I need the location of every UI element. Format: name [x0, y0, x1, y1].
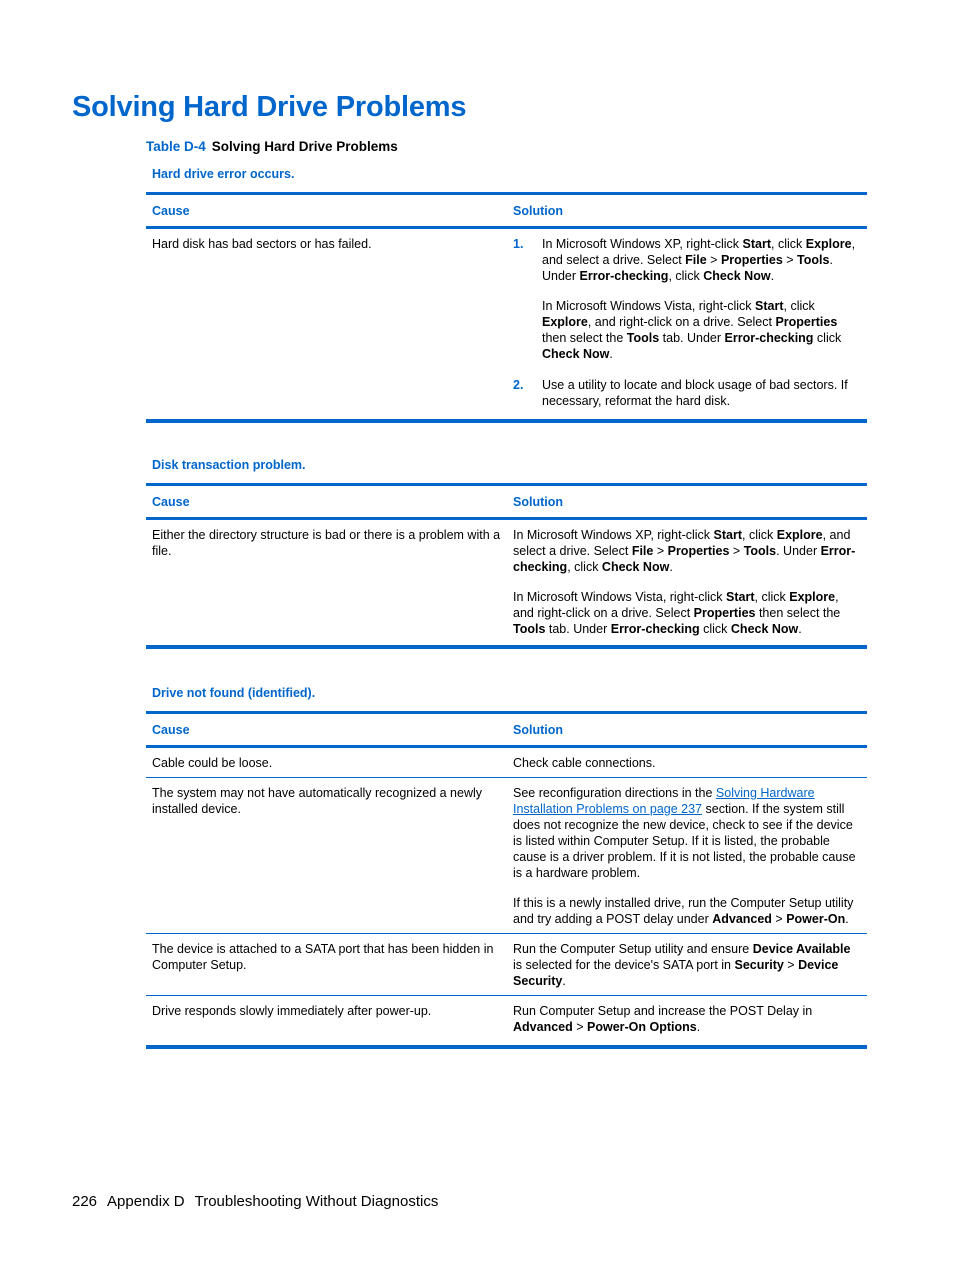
step-1 [513, 236, 861, 362]
troubleshooting-table [146, 711, 867, 1049]
ui-term: Start [755, 299, 784, 313]
footer-title: Troubleshooting Without Diagnostics [194, 1193, 439, 1210]
ui-term: Check Now [542, 347, 610, 361]
ui-term: Explore [542, 315, 588, 329]
ui-term: Check Now [730, 622, 799, 636]
ui-term: Explore [805, 237, 852, 251]
ui-term: Tools [743, 544, 777, 558]
section-drive-not-found [146, 685, 867, 1049]
solution-cell: Run the Computer Setup utility and ensure Device Available is selected for the device's SATA port in Security > Device Security. [507, 934, 867, 996]
ui-term: Advanced [513, 1020, 573, 1034]
table-row [146, 747, 867, 778]
step-2 [513, 377, 861, 409]
table-row [146, 996, 867, 1048]
table-header-row [146, 485, 867, 519]
cause-cell: Either the directory structure is bad or there is a problem with a file. [146, 519, 507, 648]
ui-term: File [685, 253, 707, 267]
cause-header: Cause [146, 485, 507, 519]
solution-header: Solution [507, 485, 867, 519]
solution-header: Solution [507, 194, 867, 228]
cause-cell: Drive responds slowly immediately after power-up. [146, 996, 507, 1048]
page-footer [72, 1193, 438, 1210]
ui-term: Explore [776, 528, 823, 542]
solution-cell: Check cable connections. [513, 756, 656, 770]
cause-header: Cause [146, 713, 507, 747]
step-number: 1. [513, 237, 524, 251]
step-text-xp: In Microsoft Windows XP, right-click Start, click Explore, and select a drive. Select File > Properties > Tools. Under Error-checking, click Check Now. [542, 237, 856, 283]
ui-term: Error-checking [513, 544, 856, 574]
step-text-vista: In Microsoft Windows Vista, right-click Start, click Explore, and right-click on a drive. Select Properties then select the Tools tab. Under Error-checking click Check Now. [542, 299, 842, 361]
table-header-row [146, 194, 867, 228]
table-row [146, 778, 867, 934]
cause-cell: Hard disk has bad sectors or has failed. [146, 228, 507, 422]
ui-term: Error-checking [610, 622, 700, 636]
section-heading: Hard drive error occurs. [152, 167, 295, 181]
ui-term: Check Now [601, 560, 670, 574]
step-number: 2. [513, 378, 524, 392]
cause-cell: Cable could be loose. [152, 756, 273, 770]
table-title: Solving Hard Drive Problems [211, 139, 398, 154]
table-header-row [146, 713, 867, 747]
section-hard-drive-error [146, 166, 867, 423]
solution-text [513, 785, 861, 881]
ui-term: Start [742, 237, 772, 251]
page-number: 226 [72, 1193, 98, 1210]
solution-text-xp: In Microsoft Windows XP, right-click Start, click Explore, and select a drive. Select File > Properties > Tools. Under Error-checking, click Check Now. [513, 528, 856, 574]
ui-term: Error-checking [579, 269, 669, 283]
solution-text-end: section. If the system still does not recognize the new device, check to see if the device is listed within Computer Setup. If it is listed, the probable cause is a driver problem. If it is not listed, the probable cause is a hardware problem. [513, 802, 856, 880]
solving-hardware-installation-link[interactable]: Solving Hardware Installation Problems on page 237 [513, 786, 815, 816]
table-caption [146, 139, 398, 154]
ui-term: Device Available [752, 942, 851, 956]
ui-term: File [631, 544, 654, 558]
table-row [146, 519, 867, 648]
section-heading: Drive not found (identified). [152, 686, 316, 700]
solution-cell: Run Computer Setup and increase the POST Delay in Advanced > Power-On Options. [507, 996, 867, 1048]
solution-header: Solution [507, 713, 867, 747]
solution-text-start: See reconfiguration directions in the [513, 786, 716, 800]
ui-term: Tools [797, 253, 830, 267]
page-title: Solving Hard Drive Problems [72, 91, 467, 123]
solution-text-vista: In Microsoft Windows Vista, right-click Start, click Explore, and right-click on a drive. Select Properties then select the Tools tab. Under Error-checking click Check Now. [513, 590, 841, 636]
ui-term: Properties [775, 315, 838, 329]
ui-term: Tools [626, 331, 660, 345]
ui-term: Tools [513, 622, 546, 636]
ui-term: Error-checking [724, 331, 814, 345]
cause-cell: The system may not have automatically recognized a newly installed device. [146, 778, 507, 934]
ui-term: Start [726, 590, 755, 604]
ui-term: Check Now [703, 269, 771, 283]
ui-term: Power-On [786, 912, 846, 926]
ui-term: Device Security [513, 958, 839, 988]
step-text: Use a utility to locate and block usage of bad sectors. If necessary, reformat the hard disk. [542, 378, 848, 408]
table-row [146, 934, 867, 996]
footer-section: Appendix D [107, 1193, 185, 1210]
solution-text-post-delay: If this is a newly installed drive, run the Computer Setup utility and try adding a POST delay under Advanced > Power-On. [513, 896, 854, 926]
ui-term: Power-On Options [587, 1020, 697, 1034]
ui-term: Properties [693, 606, 756, 620]
troubleshooting-table [146, 192, 867, 423]
troubleshooting-table [146, 483, 867, 649]
table-row [146, 228, 867, 422]
ui-term: Properties [667, 544, 730, 558]
ui-term: Security [734, 958, 784, 972]
ui-term: Start [713, 528, 743, 542]
cause-cell: The device is attached to a SATA port that has been hidden in Computer Setup. [146, 934, 507, 996]
table-number: Table D-4 [146, 139, 206, 154]
ui-term: Explore [789, 590, 836, 604]
ui-term: Advanced [712, 912, 772, 926]
cause-header: Cause [146, 194, 507, 228]
solution-cell [507, 519, 867, 648]
ui-term: Properties [720, 253, 783, 267]
solution-steps [513, 236, 861, 409]
solution-cell [507, 228, 867, 422]
solution-cell [507, 778, 867, 934]
section-disk-transaction [146, 457, 867, 649]
section-heading: Disk transaction problem. [152, 458, 306, 472]
